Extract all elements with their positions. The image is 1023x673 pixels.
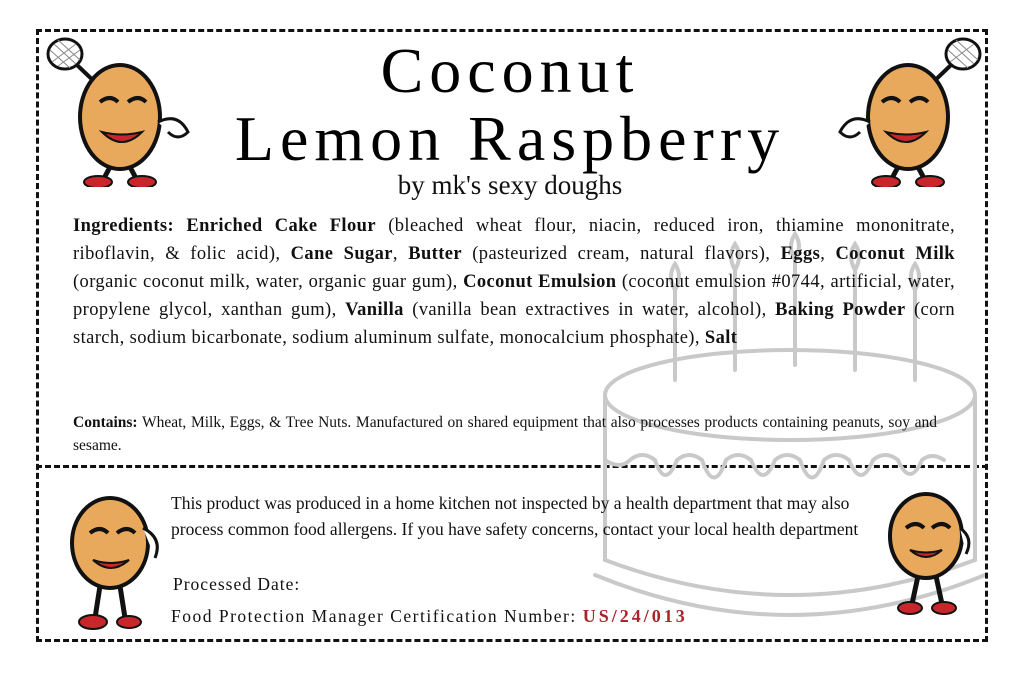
ingredient-name: Cane Sugar bbox=[290, 244, 393, 264]
allergen-statement bbox=[73, 411, 937, 457]
cookie-mascot-icon bbox=[838, 32, 988, 187]
certification-label: Food Protection Manager Certification Number: bbox=[171, 606, 577, 626]
ingredients-list bbox=[73, 212, 955, 352]
certification-line bbox=[171, 606, 688, 627]
ingredient-name: Vanilla bbox=[345, 300, 404, 320]
ingredient-name: Enriched Cake Flour bbox=[186, 216, 376, 236]
cookie-mascot-icon bbox=[878, 488, 978, 618]
product-title-line2: Lemon Raspberry bbox=[234, 103, 786, 174]
ingredient-name: Baking Powder bbox=[775, 300, 906, 320]
contains-text: Wheat, Milk, Eggs, & Tree Nuts. Manufactured on shared equipment that also processes products containing peanuts, soy and sesame. bbox=[73, 414, 937, 454]
ingredient-detail: (bleached wheat flour, niacin, reduced iron, thiamine mononitrate, riboflavin, & folic acid), bbox=[73, 216, 956, 264]
ingredients-heading: Ingredients: bbox=[73, 216, 175, 236]
ingredient-detail: , bbox=[820, 244, 836, 264]
ingredient-detail: (pasteurized cream, natural flavors), bbox=[461, 244, 781, 264]
contains-heading: Contains: bbox=[73, 414, 138, 431]
ingredient-name: Coconut Milk bbox=[835, 244, 955, 264]
ingredient-detail: (organic coconut milk, water, organic guar gum), bbox=[73, 272, 464, 292]
ingredient-detail: (coconut emulsion #0744, artificial, water, propylene glycol, xanthan gum), bbox=[73, 272, 955, 320]
processed-date-label: Processed Date: bbox=[173, 574, 301, 594]
ingredient-name: Butter bbox=[408, 244, 462, 264]
brand-byline: by mk's sexy doughs bbox=[397, 170, 623, 200]
ingredient-name: Coconut Emulsion bbox=[463, 272, 617, 292]
cookie-mascot-icon bbox=[55, 488, 165, 633]
home-kitchen-disclaimer: This product was produced in a home kitchen not inspected by a health department that may also process common food allergens. If you have safety concerns, contact your local health department bbox=[171, 493, 859, 539]
certification-number: US/24/013 bbox=[582, 606, 688, 626]
ingredient-detail: (vanilla bean extractives in water, alcohol), bbox=[403, 300, 776, 320]
ingredient-name: Salt bbox=[704, 328, 738, 348]
ingredient-detail: (corn starch, sodium bicarbonate, sodium aluminum sulfate, monocalcium phosphate), bbox=[73, 300, 955, 348]
ingredient-name: Eggs bbox=[780, 244, 821, 264]
ingredient-detail: , bbox=[392, 244, 409, 264]
product-title-line1: Coconut bbox=[380, 35, 640, 106]
cookie-mascot-icon bbox=[40, 32, 190, 187]
